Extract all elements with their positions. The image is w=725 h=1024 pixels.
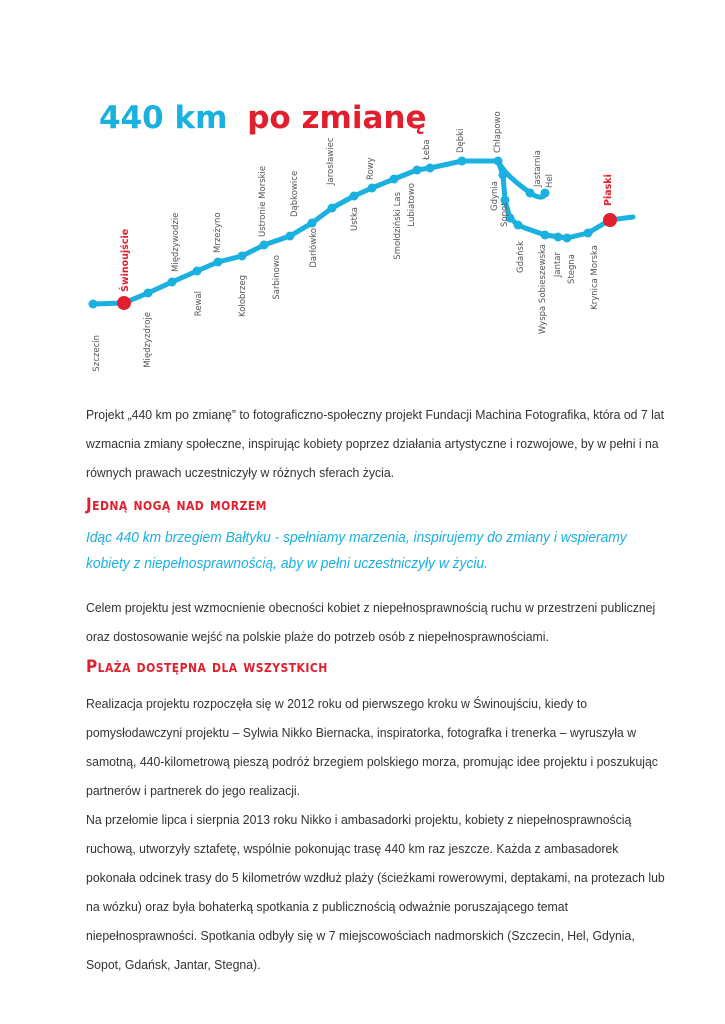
station-label: Jantar xyxy=(553,252,563,278)
station-label: Wyspa Sobieszewska xyxy=(538,244,548,335)
route-stop-9 xyxy=(308,219,317,228)
map-title-distance: 440 km xyxy=(99,100,228,136)
route-stop-7 xyxy=(260,241,269,250)
station-label: Rewal xyxy=(194,291,204,317)
route-stop-20 xyxy=(541,189,550,198)
station-label: Darłówko xyxy=(309,228,319,268)
route-stop-14 xyxy=(413,166,422,175)
route-stop-25 xyxy=(554,233,563,242)
route-stop-16 xyxy=(458,157,467,166)
route-stop-19 xyxy=(526,189,535,198)
route-stop-17 xyxy=(494,157,503,166)
route-map xyxy=(0,0,725,390)
route-stop-1 xyxy=(117,296,131,310)
section-body-goal: Celem projektu jest wzmocnienie obecności kobiet z niepełnosprawnością ruchu w przestrzeni publicznej oraz dostosowanie wejść na polskie plaże do potrzeb osób z niepełnosprawnościami. xyxy=(86,600,656,644)
route-stop-3 xyxy=(168,278,177,287)
station-label: Ustronie Morskie xyxy=(258,165,268,237)
route-stop-12 xyxy=(368,184,377,193)
station-label: Gdynia xyxy=(490,181,500,211)
station-label: Piaski xyxy=(603,174,614,206)
station-label: Szczecin xyxy=(92,335,102,372)
route-stop-27 xyxy=(584,229,593,238)
station-label: Mrzeżyno xyxy=(213,212,223,253)
station-label: Stegna xyxy=(567,254,577,284)
section-heading-sea: Jedną nogą nad morzem xyxy=(86,495,267,515)
route-stop-13 xyxy=(390,175,399,184)
station-label: Jastarnia xyxy=(533,150,543,187)
station-label: Łeba xyxy=(422,139,432,160)
section-body-history: Realizacja projektu rozpoczęła się w 2012 roku od pierwszego kroku w Świnoujściu, kiedy to pomysłodawczyni projektu – Sylwia Nikko Biernacka, inspiratorka, fotografka i trenerka – wyruszyła w samotną, 440-kilometrową pieszą podróż brzegiem polskiego morza, promując idee projektu i poszukując partnerów i partnerek do jego realizacji. xyxy=(86,696,658,798)
station-label: Międzyzdroje xyxy=(143,312,153,368)
route-labels xyxy=(92,111,614,371)
route-stop-11 xyxy=(350,192,359,201)
intro-paragraph: Projekt „440 km po zmianę” to fotograficzno-społeczny projekt Fundacji Machina Fotografika, która od 7 lat wzmacnia zmiany społeczne, inspirując kobiety poprzez działania artystyczne i rozwojowe, by w pełni i na równych prawach uczestniczyły w różnych sferach życia. xyxy=(86,407,665,480)
station-label: Dębki xyxy=(456,128,466,153)
station-label: Kołobrzeg xyxy=(238,275,248,317)
station-label: Świnoujście xyxy=(120,228,131,292)
station-label: Lubiatowo xyxy=(407,183,417,227)
station-label: Hel xyxy=(545,174,555,188)
route-stop-5 xyxy=(214,258,223,267)
route-stop-2 xyxy=(144,289,153,298)
article xyxy=(86,400,666,979)
map-title-slogan: po zmianę xyxy=(247,100,427,136)
route-stop-0 xyxy=(89,300,98,309)
route-stop-15 xyxy=(426,164,435,173)
route-stop-26 xyxy=(563,234,572,243)
route-stop-6 xyxy=(238,252,247,261)
station-label: Jarosławiec xyxy=(326,137,336,185)
station-label: Ustka xyxy=(350,207,360,231)
station-label: Krynica Morska xyxy=(590,245,600,310)
section-body-relay: Na przełomie lipca i sierpnia 2013 roku Nikko i ambasadorki projektu, kobiety z niepełnosprawnością ruchową, utworzyły sztafetę, wspólnie pokonując trasę 440 km raz jeszcze. Każda z ambasadorek pokonała odcinek trasy do 5 kilometrów wzdłuż plaży (ścieżkami rowerowymi, deptakami, na protezach lub na wózku) oraz była bohaterką spotkania z publicznością odważnie poruszającego temat niepełnosprawności. Spotkania odbyły się w 7 miejscowościach nadmorskich (Szczecin, Hel, Gdynia, Sopot, Gdańsk, Jantar, Stegna). xyxy=(86,812,665,972)
route-stop-23 xyxy=(514,221,523,230)
section-heading-beach: Plaża dostępna dla wszystkich xyxy=(86,657,328,677)
station-label: Dąbkowice xyxy=(290,170,300,217)
station-label: Międzywodzie xyxy=(171,212,181,272)
route-stop-18 xyxy=(499,171,508,180)
route-stop-10 xyxy=(328,204,337,213)
section-lead: Idąc 440 km brzegiem Bałtyku - spełniamy marzenia, inspirujemy do zmiany i wspieramy kobiety z niepełnosprawnością, aby w pełni uczestniczyły w życiu. xyxy=(86,529,627,572)
station-label: Rowy xyxy=(366,157,376,180)
route-stop-24 xyxy=(541,231,550,240)
route-stop-8 xyxy=(286,232,295,241)
route-stop-4 xyxy=(193,267,202,276)
station-label: Sarbinowo xyxy=(272,255,282,300)
route-stop-28 xyxy=(603,213,617,227)
station-label: Chłapowo xyxy=(493,111,503,153)
station-label: Smołdziński Las xyxy=(393,192,403,260)
station-label: Sopot xyxy=(500,202,510,227)
map-title xyxy=(99,100,426,136)
station-label: Gdańsk xyxy=(516,241,526,273)
